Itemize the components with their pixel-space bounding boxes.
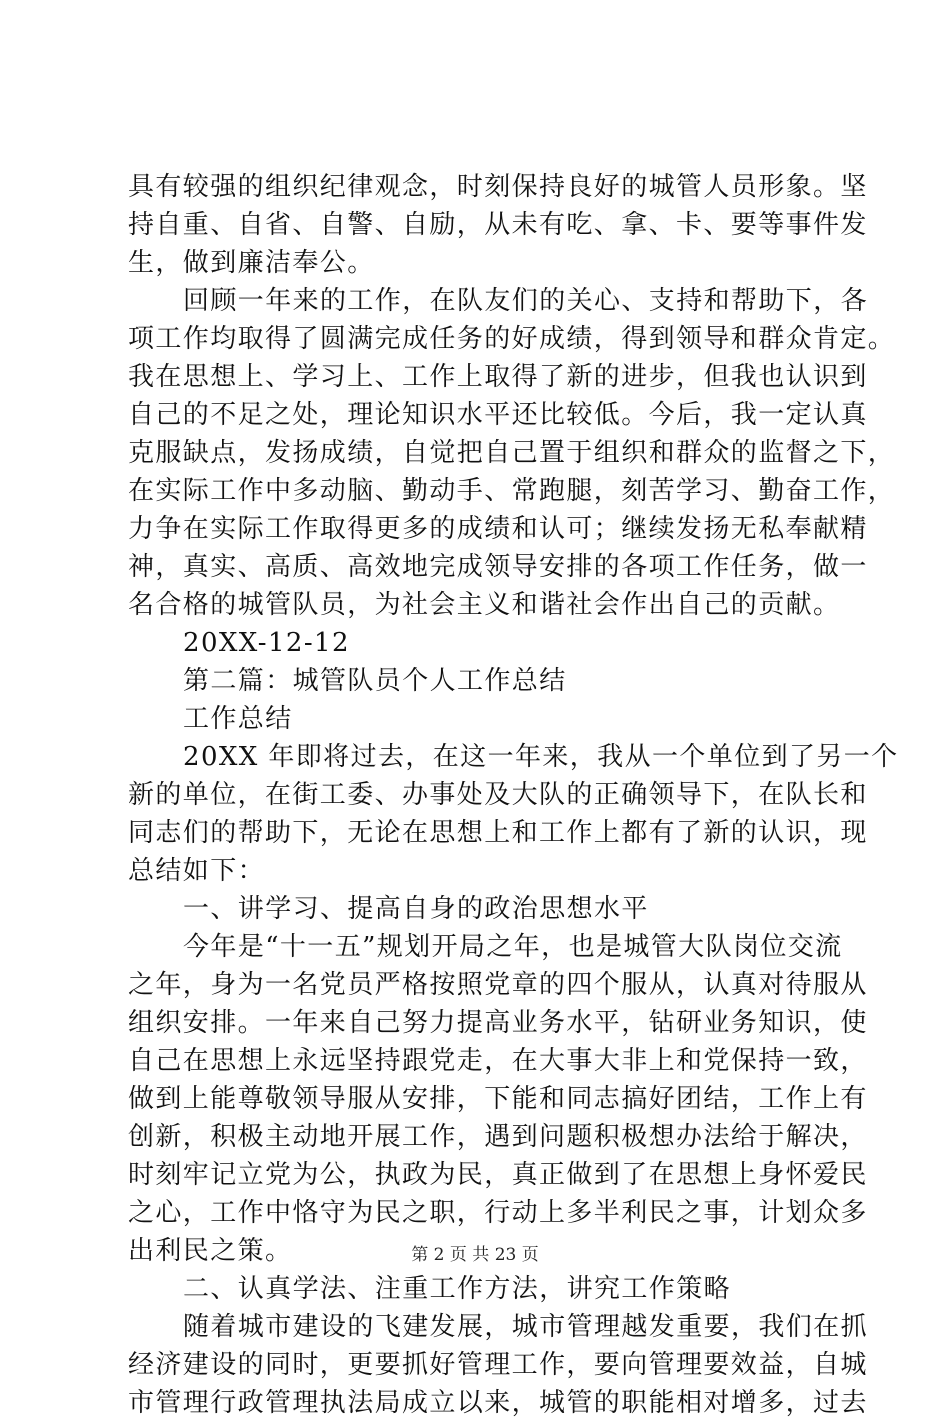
text-line: 之年，身为一名党员严格按照党章的四个服从，认真对待服从 — [128, 970, 868, 1000]
document-body — [128, 168, 899, 1422]
text-line: 新的单位，在街工委、办事处及大队的正确领导下，在队长和 — [128, 780, 868, 810]
page-footer: 第 2 页 共 23 页 — [411, 1245, 539, 1265]
text-line: 名合格的城管队员，为社会主义和谐社会作出自己的贡献。 — [128, 590, 841, 620]
text-line: 在实际工作中多动脑、勤动手、常跑腿，刻苦学习、勤奋工作， — [128, 476, 896, 506]
text-line: 20XX-12-12 — [183, 628, 350, 658]
text-line: 随着城市建设的飞建发展，城市管理越发重要，我们在抓 — [183, 1312, 869, 1342]
text-line: 20XX 年即将过去，在这一年来，我从一个单位到了另一个 — [183, 742, 899, 772]
text-line: 之心，工作中恪守为民之职，行动上多半利民之事，计划众多 — [128, 1198, 868, 1228]
text-line: 具有较强的组织纪律观念，时刻保持良好的城管人员形象。坚 — [128, 172, 868, 202]
text-line: 第二篇：城管队员个人工作总结 — [183, 666, 567, 696]
text-line: 出利民之策。 — [128, 1236, 293, 1266]
text-line: 持自重、自省、自警、自励，从未有吃、拿、卡、要等事件发 — [128, 210, 868, 240]
text-line: 同志们的帮助下，无论在思想上和工作上都有了新的认识，现 — [128, 818, 868, 848]
text-line: 项工作均取得了圆满完成任务的好成绩，得到领导和群众肯定。 — [128, 324, 896, 354]
text-line: 神，真实、高质、高效地完成领导安排的各项工作任务，做一 — [128, 552, 868, 582]
text-line: 克服缺点，发扬成绩，自觉把自己置于组织和群众的监督之下， — [128, 438, 896, 468]
text-line: 总结如下： — [128, 856, 266, 886]
text-line: 组织安排。一年来自己努力提高业务水平，钻研业务知识，使 — [128, 1008, 868, 1038]
text-line: 生，做到廉洁奉公。 — [128, 248, 375, 278]
text-line: 一、讲学习、提高自身的政治思想水平 — [183, 894, 649, 924]
text-line: 自己在思想上永远坚持跟党走，在大事大非上和党保持一致， — [128, 1046, 868, 1076]
text-line: 二、认真学法、注重工作方法，讲究工作策略 — [183, 1274, 732, 1304]
text-line: 力争在实际工作取得更多的成绩和认可；继续发扬无私奉献精 — [128, 514, 868, 544]
text-line: 今年是“十一五”规划开局之年，也是城管大队岗位交流 — [183, 932, 843, 962]
text-line: 回顾一年来的工作，在队友们的关心、支持和帮助下，各 — [183, 286, 869, 316]
text-line: 市管理行政管理执法局成立以来，城管的职能相对增多，过去 — [128, 1388, 868, 1418]
text-line: 经济建设的同时，更要抓好管理工作，要向管理要效益，自城 — [128, 1350, 868, 1380]
text-line: 我在思想上、学习上、工作上取得了新的进步，但我也认识到 — [128, 362, 868, 392]
text-line: 创新，积极主动地开展工作，遇到问题积极想办法给于解决， — [128, 1122, 868, 1152]
text-line: 工作总结 — [183, 704, 293, 734]
text-line: 做到上能尊敬领导服从安排，下能和同志搞好团结，工作上有 — [128, 1084, 868, 1114]
text-line: 时刻牢记立党为公，执政为民，真正做到了在思想上身怀爱民 — [128, 1160, 868, 1190]
text-line: 自己的不足之处，理论知识水平还比较低。今后，我一定认真 — [128, 400, 868, 430]
